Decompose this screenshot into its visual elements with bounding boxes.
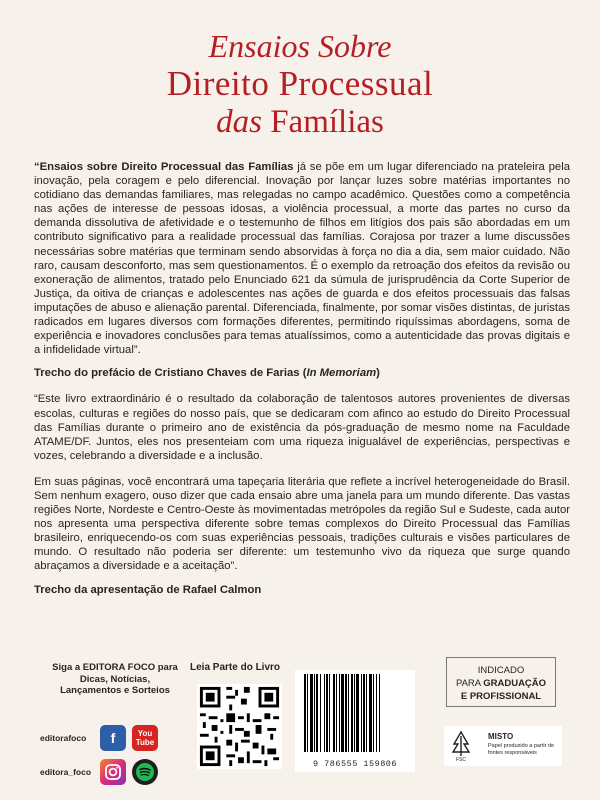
- title-line-3: [0, 104, 600, 140]
- presentation-credit: Trecho da apresentação de Rafael Calmon: [34, 583, 262, 596]
- fsc-tree-icon: [450, 730, 472, 762]
- follow-text: Siga a EDITORA FOCO para Dicas, Notícias, Lançamentos e Sorteios: [52, 662, 178, 697]
- indicado-badge: [446, 657, 556, 707]
- presentation-para-2: Em suas páginas, você encontrará uma tapeçaria literária que reflete a incrível heterogeneidade do Brasil. Sem nenhum exagero, ouso dizer que cada ensaio abre uma janela para um mundo diferente. Das vastas regiões Norte, Nordeste e Centro-Oeste às movimentadas metrópoles da região Sul e Sudeste, cada autor nos apresenta uma perspectiva diferente sobre temas complexos do Direito Processual das Famílias brasileiro, enriquecendo-os com suas experiências pessoais, tradições culturais e visões particulares de mundo. O resultado não poderia ser diferente: um testemunho vivo da riqueza que surge quando abraçamos a diversidade e a aceitação”.: [34, 475, 570, 573]
- isbn-number: 9 786555 159806: [312, 759, 397, 769]
- preface-lead: “Ensaios sobre Direito Processual das Famílias: [34, 161, 294, 173]
- title-line-1: Ensaios Sobre: [208, 28, 392, 64]
- preface-credit-suffix: ): [376, 367, 380, 380]
- back-cover-text: [34, 160, 570, 597]
- footer: [0, 652, 600, 800]
- title-line-3a: das: [216, 104, 262, 140]
- fsc-seal: [444, 726, 562, 766]
- preface-quote: [34, 160, 570, 357]
- youtube-label-1: You: [137, 729, 153, 738]
- instagram-handle: editora_foco: [40, 767, 92, 777]
- qr-code[interactable]: [197, 684, 282, 769]
- preface-credit-italic: In Memoriam: [306, 367, 377, 380]
- social-links: [40, 722, 180, 790]
- preface-body: já se põe em um lugar diferenciado na prateleira pela inovação, pela coragem e pelo diferencial. Inovação por lançar luzes sobre matérias importantes no cotidiano das demandas familiares, mas relegadas no campo acadêmico. Questões como a competência nas ações de interesse de pessoas idosas, a violência processual, a morte das partes no curso da demanda dissolutiva de afetividade e o testemunho de filhos em litígios dos pais são abordadas em um contributo significativo para a realidade processual das famílias. Corajosa por trazer a lume discussões necessárias sobre matérias que terminam sendo absorvidas à força no dia a dia, sem maior cuidado. Não raro, causam desconforto, mas sem questionamentos. É o exemplo da retroação dos efeitos da revisão ou exoneração de alimentos, tratado pelo Enunciado 621 da súmula de jurisprudência da Corte Superior de Justiça, da oitiva de crianças e adolescentes nas ações de guarda e dos efeitos processuais das falsas imputações de abuso e alienação parental. Diferenciada, finalmente, por somar visões distintas, de juristas radicados em lugares diversos com formações diferentes, permitindo riquíssimas abordagens, soma de experiência e inovadores conclusões para temas atualíssimos, como a autenticidade das provas digitais e a infidelidade virtual”.: [34, 161, 570, 357]
- isbn-barcode: [295, 670, 415, 772]
- fsc-text: Papel produzido a partir de fontes responsáveis: [488, 743, 555, 756]
- book-title: [0, 28, 600, 140]
- facebook-handle: editorafoco: [40, 733, 87, 743]
- presentation-para-1: “Este livro extraordinário é o resultado da colaboração de talentosos autores provenientes de diversas escolas, culturas e regiões do nosso país, que se dedicaram com afinco ao estudo do Direito Processual das Famílias durante o primeiro ano de existência da pós-graduação de mesmo nome na Faculdade ATAME/DF. Juntos, eles nos presenteiam com uma riqueza inigualável de experiências, perspectivas e vozes, celebrando a diversidade e a inclusão.: [34, 393, 570, 462]
- preface-credit-prefix: Trecho do prefácio de Cristiano Chaves de Farias (: [34, 367, 307, 380]
- indicado-line-4: E PROFISSIONAL: [460, 691, 542, 702]
- social-row-facebook: [40, 722, 180, 754]
- indicado-line-3: GRADUAÇÃO: [483, 678, 547, 689]
- qr-label: Leia Parte do Livro: [190, 662, 281, 673]
- facebook-icon[interactable]: f: [100, 725, 126, 751]
- fsc-label: FSC: [456, 757, 466, 762]
- social-row-instagram: [40, 756, 180, 788]
- indicado-line-1: INDICADO: [477, 665, 525, 676]
- fsc-misto: MISTO: [488, 732, 514, 741]
- indicado-line-2: PARA: [455, 678, 481, 689]
- youtube-label-2: Tube: [135, 738, 155, 747]
- instagram-icon[interactable]: [100, 759, 126, 785]
- title-line-3b: Famílias: [270, 104, 384, 140]
- spotify-icon[interactable]: [132, 759, 158, 785]
- preface-credit: [34, 366, 570, 380]
- barcode-bars: [303, 674, 407, 752]
- title-line-2: Direito Processual: [166, 64, 434, 103]
- youtube-icon[interactable]: [132, 725, 158, 751]
